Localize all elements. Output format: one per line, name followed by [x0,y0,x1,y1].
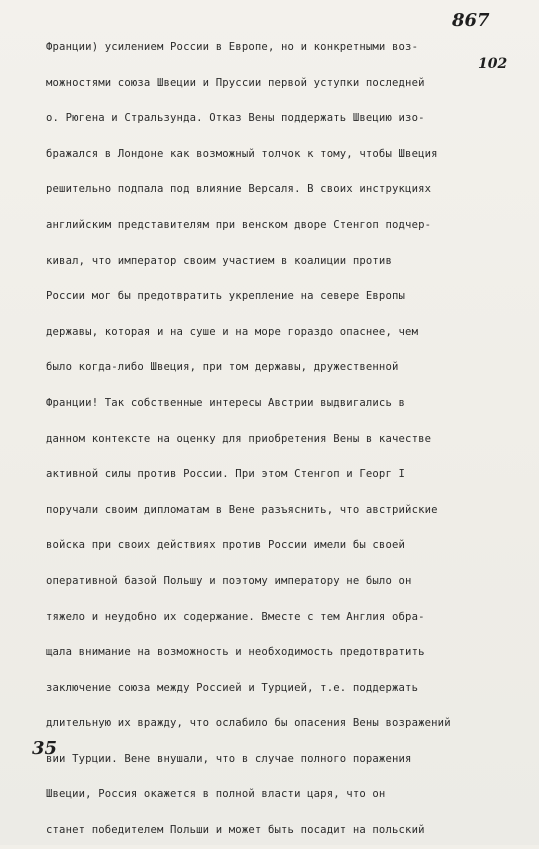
text-line: оперативной базой Польшу и поэтому императору не было он [46,574,412,587]
text-line: тяжело и неудобно их содержание. Вместе с тем Англия обра- [46,610,425,623]
text-line: станет победителем Польши и может быть посадит на польский [46,824,425,837]
page-number-handwritten: 867 [452,10,490,31]
text-line: державы, которая и на суше и на море гораздо опаснее, чем [46,325,419,338]
text-line: бражался в Лондоне как возможный толчок к тому, чтобы Швеция [46,147,438,160]
text-line: можностями союза Швеции и Пруссии первой уступки последней [46,76,425,89]
text-line: решительно подпала под влияние Версаля. В своих инструкциях [46,183,432,196]
text-line: о. Рюгена и Стральзунда. Отказ Вены поддержать Швецию изо- [46,112,425,125]
text-line: заключение союза между Россией и Турцией, т.е. поддержать [46,681,419,694]
margin-note: 35 [32,738,58,759]
text-line: Франции) усилением России в Европе, но и конкретными воз- [46,41,419,53]
typed-text-body [46,30,526,849]
text-line: данном контексте на оценку для приобретения Вены в качестве [46,432,432,445]
page-number-secondary: 102 [478,56,508,72]
text-line: щала внимание на возможность и необходимость предотвратить [46,646,425,659]
text-line: России мог бы предотвратить укрепление на севере Европы [46,290,406,303]
text-line: было когда-либо Швеция, при том державы, дружественной [46,361,399,374]
text-line: вии Турции. Вене внушали, что в случае полного поражения [46,752,412,765]
text-line: длительную их вражду, что ослабило бы опасения Вены возражений [46,717,451,730]
text-line: Франции! Так собственные интересы Австрии выдвигались в [46,396,406,409]
text-line: Швеции, Россия окажется в полной власти царя, что он [46,788,386,801]
text-line: активной силы против России. При этом Стенгоп и Георг I [46,468,406,481]
text-line: английским представителям при венском дворе Стенгоп подчер- [46,218,432,231]
text-line: поручали своим дипломатам в Вене разъяснить, что австрийские [46,503,438,516]
text-line: кивал, что император своим участием в коалиции против [46,254,392,267]
text-line: войска при своих действиях против России имели бы своей [46,539,406,552]
